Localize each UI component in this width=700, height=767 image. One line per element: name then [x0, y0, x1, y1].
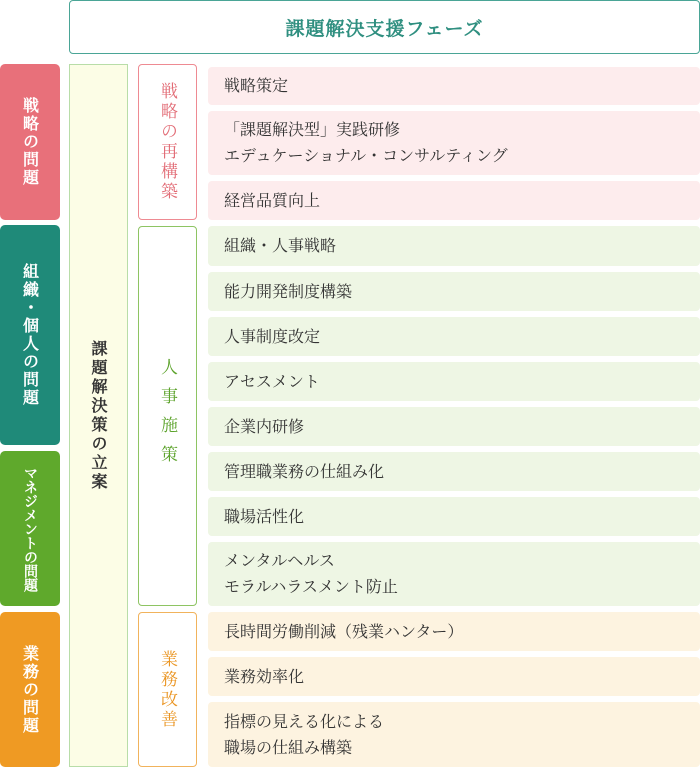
list-item: [208, 111, 700, 175]
item-text: 戦略策定: [224, 76, 289, 95]
subcategory-label: 業務改善: [157, 649, 177, 730]
subcategory-operations-improvement: [138, 612, 197, 767]
list-item: [208, 181, 700, 220]
item-text-second-line: エデュケーショナル・コンサルティング: [224, 146, 508, 165]
item-text: 能力開発制度構築: [224, 281, 353, 301]
item-text: アセスメント: [224, 371, 320, 391]
category-label: 戦略の問題: [20, 97, 40, 187]
item-text: メンタルヘルス: [224, 551, 335, 570]
solution-planning-label: 課題解決策の立案: [89, 339, 108, 492]
item-text: 職場活性化: [224, 506, 305, 526]
item-text: 業務効率化: [224, 666, 305, 686]
subcategory-hr-measures: [138, 226, 197, 606]
list-item: [208, 67, 700, 105]
item-text: 管理職業務の仕組み化: [224, 461, 385, 481]
list-item: [208, 407, 700, 446]
item-text: 経営品質向上: [224, 190, 321, 210]
category-management: [0, 451, 60, 606]
list-item: [208, 226, 700, 266]
subcategory-label: 人事施策: [157, 358, 177, 474]
list-item: [208, 497, 700, 536]
category-operations: [0, 612, 60, 767]
category-label: 業務の問題: [20, 644, 40, 735]
phase-title: 課題解決支援フェーズ: [285, 17, 484, 40]
list-item: [208, 612, 700, 651]
list-item: [208, 362, 700, 401]
item-text: 長時間労働削減（残業ハンター）: [224, 621, 464, 641]
item-text: 人事制度改定: [224, 326, 321, 346]
list-item: [208, 657, 700, 696]
category-label: 組織・個人の問題: [20, 263, 40, 407]
list-item: [208, 542, 700, 606]
item-text-second-line: モラルハラスメント防止: [224, 577, 398, 596]
list-item: [208, 317, 700, 356]
item-text: 企業内研修: [224, 416, 305, 436]
category-strategy: [0, 64, 60, 220]
list-item: [208, 272, 700, 311]
category-organization: [0, 225, 60, 445]
solution-planning-column: [69, 64, 128, 767]
subcategory-strategy-rebuild: [138, 64, 197, 220]
subcategory-label: 戦略の再構築: [157, 82, 177, 202]
item-text: 「課題解決型」実践研修: [224, 120, 401, 139]
list-item: [208, 702, 700, 767]
category-label: マネジメントの問題: [22, 465, 38, 592]
item-text-second-line: 職場の仕組み構築: [224, 737, 353, 757]
item-text: 指標の見える化による: [224, 711, 385, 731]
phase-header: [69, 0, 700, 54]
list-item: [208, 452, 700, 491]
item-text: 組織・人事戦略: [224, 236, 337, 255]
